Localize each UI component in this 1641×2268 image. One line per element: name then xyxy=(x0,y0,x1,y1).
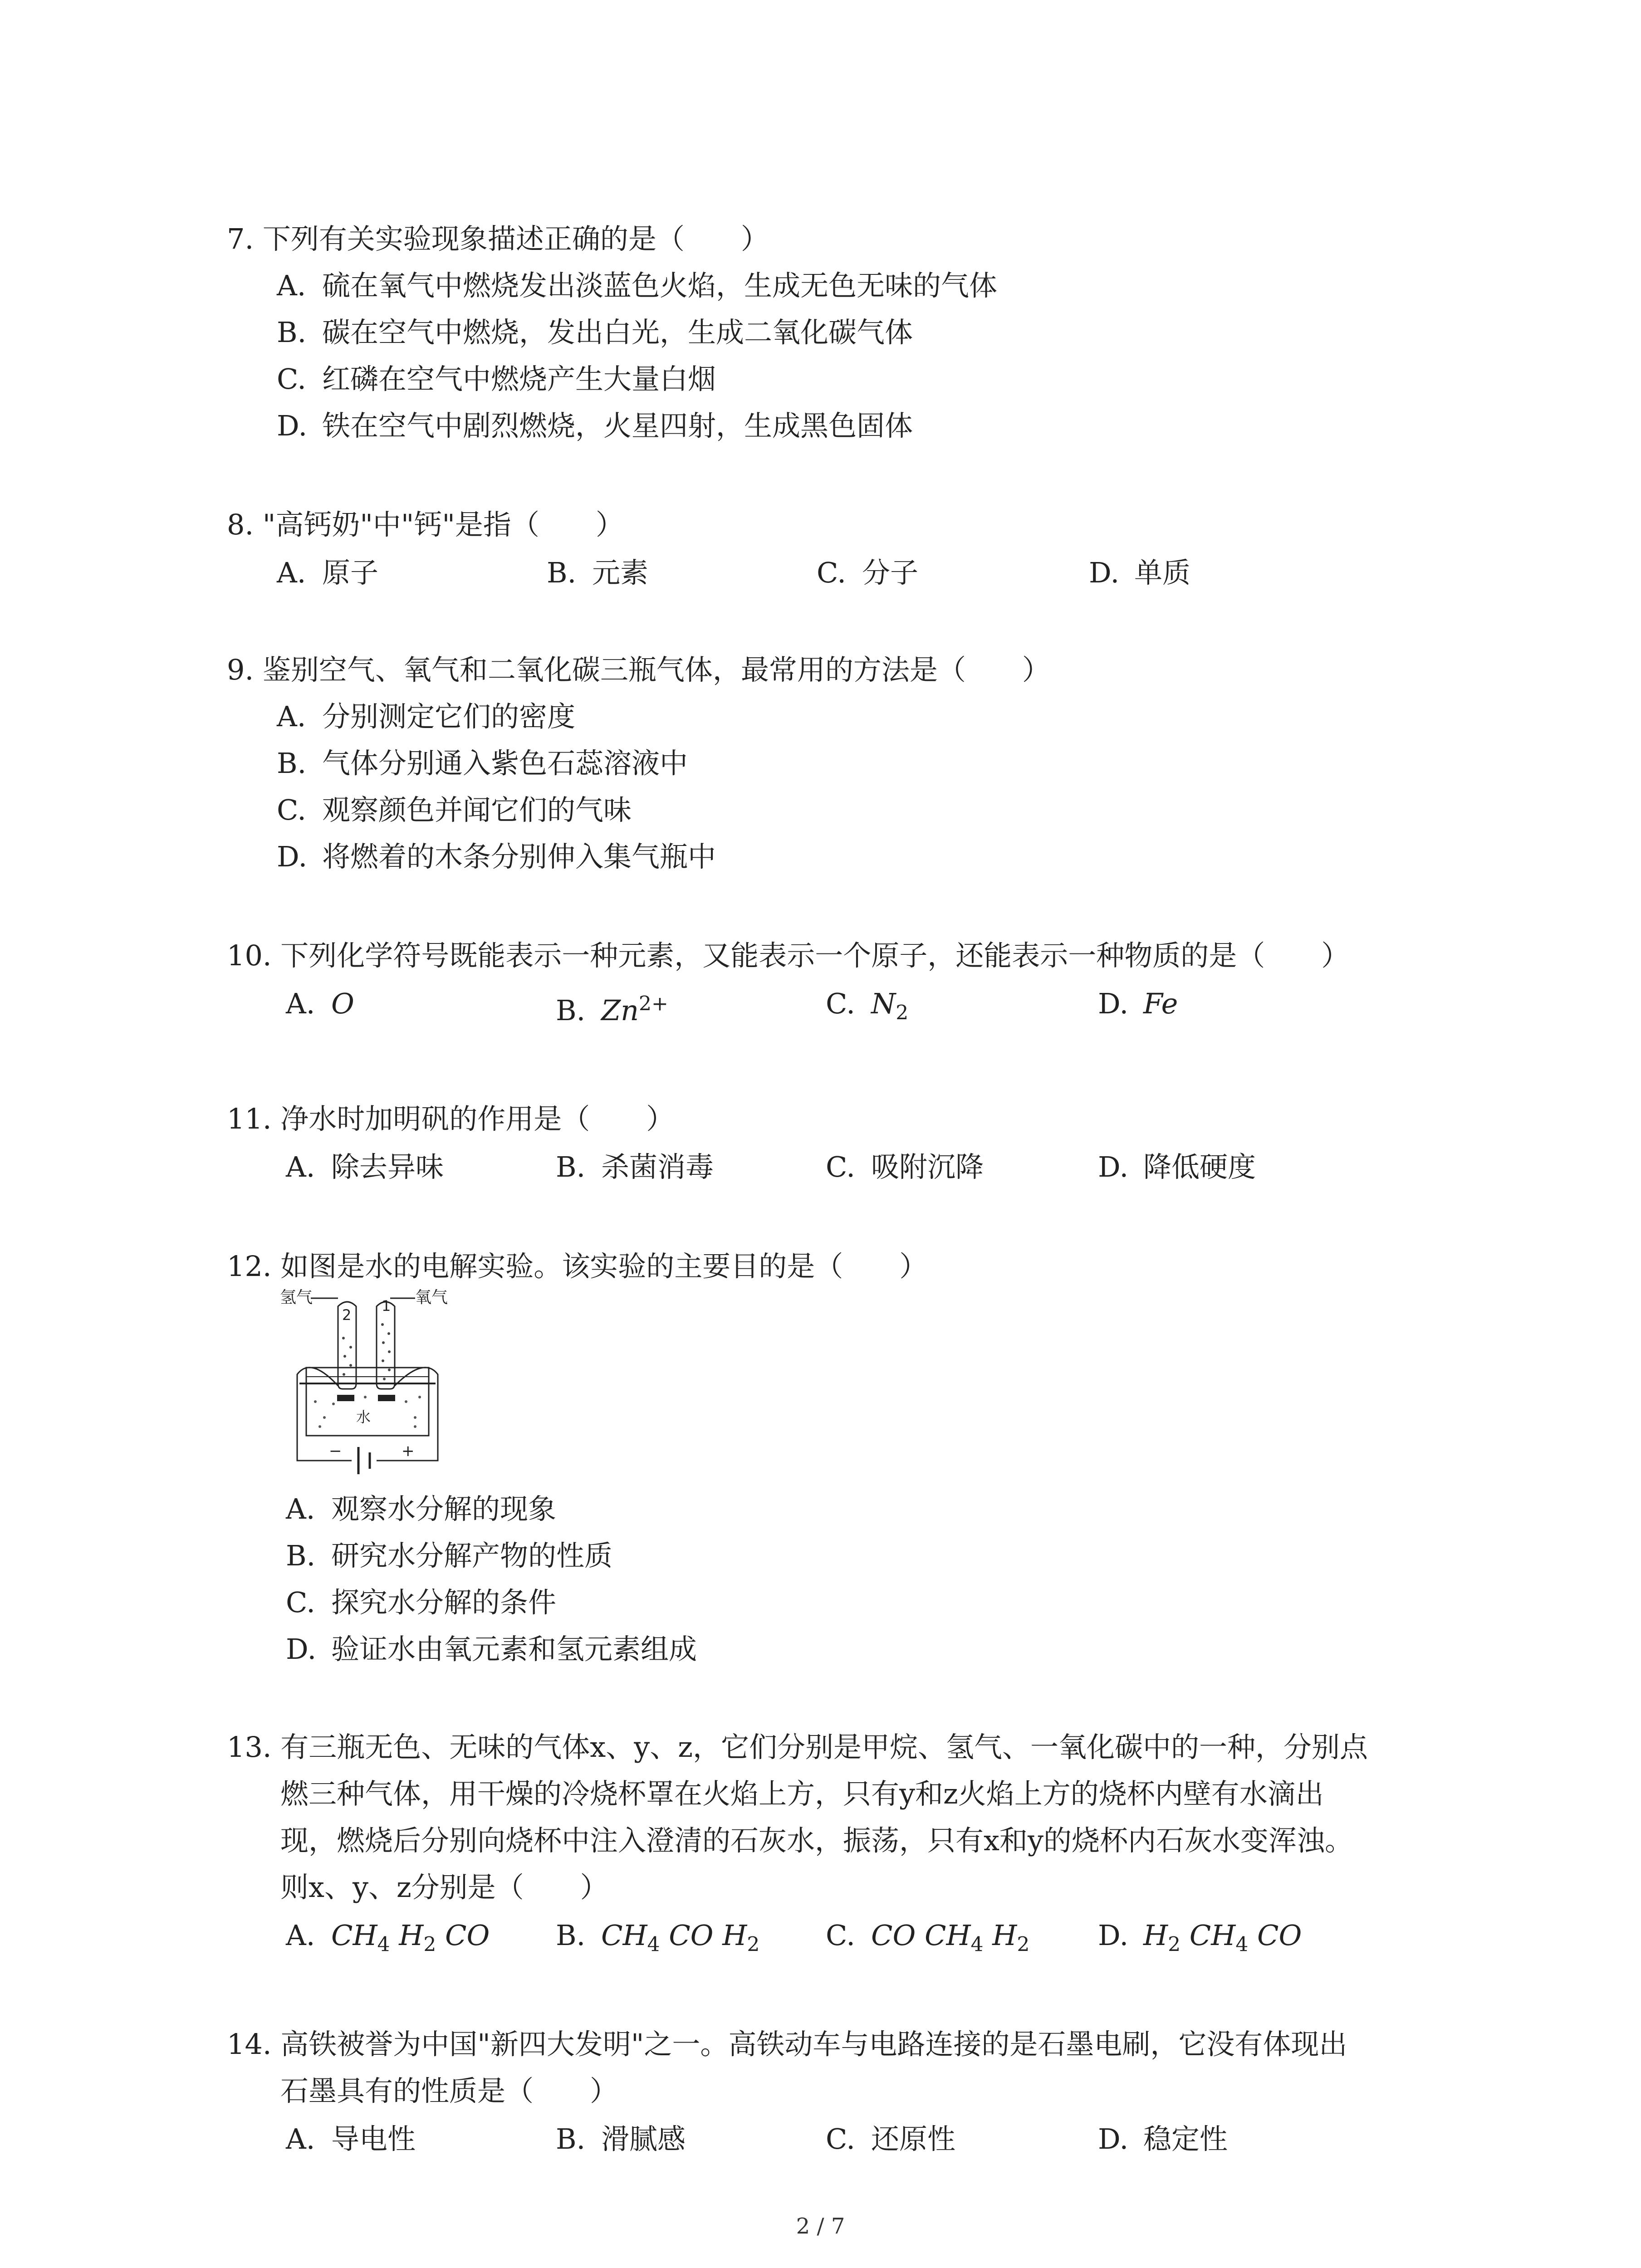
option-letter: A. xyxy=(286,987,315,1020)
option-d xyxy=(1098,1142,1256,1192)
question-12-options xyxy=(227,1486,1479,1672)
label-oxygen: 氧气 xyxy=(415,1288,448,1307)
question-stem-line: 石墨具有的性质是（ ） xyxy=(280,2074,618,2107)
label-water: 水 xyxy=(356,1408,371,1426)
question-13 xyxy=(227,1724,1479,1960)
option-letter: C. xyxy=(826,2122,855,2156)
formula-base: H xyxy=(399,1919,424,1952)
option-letter: C. xyxy=(277,362,306,396)
option-text: 气体分别通入紫色石蕊溶液中 xyxy=(322,747,688,780)
option-text: 分别测定它们的密度 xyxy=(322,700,576,733)
water-dots xyxy=(342,1323,391,1380)
wire-left xyxy=(297,1368,352,1461)
question-stem: 10. 下列化学符号既能表示一种元素，又能表示一个原子，还能表示一种物质的是（ ） xyxy=(227,939,1350,972)
option-text: 吸附沉降 xyxy=(871,1150,984,1183)
option-text: 铁在空气中剧烈燃烧，火星四射，生成黑色固体 xyxy=(322,409,913,442)
formula-base: Zn xyxy=(601,993,639,1027)
option-letter: A. xyxy=(286,1492,315,1525)
question-stem-line: 14. 高铁被誉为中国"新四大发明"之一。高铁动车与电路连接的是石墨电刷，它没有体现出 xyxy=(227,2028,1347,2061)
option-text: 将燃着的木条分别伸入集气瓶中 xyxy=(322,840,716,873)
question-8 xyxy=(227,501,1479,598)
option-letter: D. xyxy=(286,1633,317,1666)
question-stem: 7. 下列有关实验现象描述正确的是（ ） xyxy=(227,222,769,255)
option-b xyxy=(556,1142,714,1192)
option-text: 单质 xyxy=(1134,556,1191,589)
option-b xyxy=(556,1911,759,1970)
option-text: 滑腻感 xyxy=(601,2122,686,2156)
option-c xyxy=(227,787,1479,833)
option-letter: D. xyxy=(1089,556,1120,589)
chem-formula-set xyxy=(331,1919,490,1956)
option-text: 红磷在空气中燃烧产生大量白烟 xyxy=(322,362,716,396)
option-letter: C. xyxy=(817,556,846,589)
option-a xyxy=(286,2114,416,2164)
option-c xyxy=(227,356,1479,402)
option-d xyxy=(227,833,1479,880)
option-a xyxy=(286,1911,490,1970)
formula-base: O xyxy=(331,987,354,1020)
chem-formula-set xyxy=(1143,1919,1302,1956)
option-text: 研究水分解产物的性质 xyxy=(331,1539,613,1572)
option-row xyxy=(286,1142,1479,1192)
option-letter: C. xyxy=(286,1586,315,1619)
option-text: 验证水由氧元素和氢元素组成 xyxy=(331,1633,697,1666)
chem-formula xyxy=(331,987,354,1020)
option-text: 原子 xyxy=(322,556,379,589)
option-text: 导电性 xyxy=(331,2122,416,2156)
option-c xyxy=(826,2114,955,2164)
formula-base: CO xyxy=(1257,1919,1302,1952)
option-letter: C. xyxy=(826,1150,855,1183)
formula-base: CO xyxy=(871,1919,916,1952)
option-text: 降低硬度 xyxy=(1143,1150,1256,1183)
option-letter: B. xyxy=(286,1539,316,1572)
formula-charge: 2+ xyxy=(639,992,668,1015)
chem-formula-set xyxy=(601,1919,760,1956)
label-minus: − xyxy=(329,1442,342,1460)
option-letter: A. xyxy=(277,269,306,302)
option-row xyxy=(286,979,1479,1029)
formula-subscript: 4 xyxy=(377,1933,390,1956)
option-a xyxy=(227,693,1479,740)
option-d xyxy=(1089,548,1190,598)
question-stem: 11. 净水时加明矾的作用是（ ） xyxy=(227,1102,675,1135)
formula-base: CH xyxy=(601,1919,647,1952)
option-letter: B. xyxy=(547,556,577,589)
option-c xyxy=(826,1142,984,1192)
formula-subscript: 4 xyxy=(1235,1933,1249,1956)
question-12 xyxy=(227,1243,1479,1290)
question-stem-line: 燃三种气体，用干燥的冷烧杯罩在火焰上方，只有y和z火焰上方的烧杯内壁有水滴出 xyxy=(280,1777,1324,1810)
formula-base: CH xyxy=(1189,1919,1236,1952)
option-letter: D. xyxy=(1098,1919,1129,1952)
formula-subscript: 2 xyxy=(1017,1933,1030,1956)
option-letter: B. xyxy=(277,747,307,780)
question-stem-line: 13. 有三瓶无色、无味的气体x、y、z，它们分别是甲烷、氢气、一氧化碳中的一种，分别点 xyxy=(227,1730,1368,1764)
option-c xyxy=(826,1911,1029,1970)
option-text: 元素 xyxy=(592,556,649,589)
label-hydrogen: 氢气 xyxy=(280,1288,313,1307)
option-row xyxy=(286,2114,1479,2164)
option-a xyxy=(286,979,354,1029)
option-letter: D. xyxy=(277,840,308,873)
formula-subscript: 4 xyxy=(647,1933,660,1956)
option-d xyxy=(1098,1911,1302,1970)
option-letter: A. xyxy=(286,1150,315,1183)
label-plus: + xyxy=(402,1442,415,1460)
option-letter: A. xyxy=(286,1919,315,1952)
option-letter: A. xyxy=(277,556,306,589)
question-7 xyxy=(227,215,1479,449)
question-14 xyxy=(227,2021,1479,2164)
option-letter: B. xyxy=(277,316,307,349)
formula-subscript: 2 xyxy=(423,1933,436,1956)
formula-base: H xyxy=(722,1919,747,1952)
option-d xyxy=(1098,2114,1228,2164)
option-b xyxy=(227,309,1479,356)
option-letter: A. xyxy=(286,2122,315,2156)
tube-right xyxy=(377,1302,395,1389)
formula-subscript: 2 xyxy=(747,1933,760,1956)
option-d xyxy=(227,402,1479,449)
option-c xyxy=(826,979,908,1038)
option-c xyxy=(227,1579,1479,1626)
option-text: 稳定性 xyxy=(1143,2122,1228,2156)
formula-base: CO xyxy=(445,1919,490,1952)
electrode-positive xyxy=(378,1395,395,1401)
option-text: 杀菌消毒 xyxy=(601,1150,714,1183)
option-text: 碳在空气中燃烧，发出白光，生成二氧化碳气体 xyxy=(322,316,913,349)
option-letter: C. xyxy=(826,987,855,1020)
formula-subscript: 2 xyxy=(1168,1933,1181,1956)
tube-number-2: 2 xyxy=(342,1306,352,1324)
formula-base: CH xyxy=(331,1919,377,1952)
formula-base: CO xyxy=(669,1919,714,1952)
option-letter: B. xyxy=(556,993,586,1027)
option-text: 除去异味 xyxy=(331,1150,444,1183)
option-letter: C. xyxy=(826,1919,855,1952)
option-a xyxy=(227,1486,1479,1532)
option-list xyxy=(227,693,1479,880)
option-letter: B. xyxy=(556,1150,586,1183)
option-text: 还原性 xyxy=(871,2122,956,2156)
option-b xyxy=(556,979,668,1036)
option-d xyxy=(227,1626,1479,1672)
question-stem: 12. 如图是水的电解实验。该实验的主要目的是（ ） xyxy=(227,1250,928,1283)
option-b xyxy=(556,2114,686,2164)
formula-base: H xyxy=(992,1919,1017,1952)
chem-formula xyxy=(871,987,909,1025)
formula-base: Fe xyxy=(1143,987,1178,1020)
electrode-negative xyxy=(337,1395,354,1401)
chem-formula xyxy=(1143,987,1178,1020)
option-text: 观察水分解的现象 xyxy=(331,1492,557,1525)
chem-formula xyxy=(601,994,668,1027)
option-list xyxy=(227,1486,1479,1672)
option-c xyxy=(817,548,918,598)
option-letter: D. xyxy=(1098,1150,1129,1183)
question-stem: 8. "高钙奶"中"钙"是指（ ） xyxy=(227,508,624,541)
option-letter: D. xyxy=(1098,2122,1129,2156)
page-number: 2 / 7 xyxy=(796,2214,845,2239)
formula-base: CH xyxy=(925,1919,971,1952)
option-text: 硫在氧气中燃烧发出淡蓝色火焰，生成无色无味的气体 xyxy=(322,269,998,302)
option-b xyxy=(547,548,648,598)
option-letter: B. xyxy=(556,2122,586,2156)
question-10 xyxy=(227,932,1479,1029)
chem-formula-set xyxy=(871,1919,1030,1956)
option-letter: C. xyxy=(277,793,306,826)
electrolysis-diagram xyxy=(279,1288,470,1483)
question-stem: 9. 鉴别空气、氧气和二氧化碳三瓶气体，最常用的方法是（ ） xyxy=(227,653,1050,686)
option-text: 观察颜色并闻它们的气味 xyxy=(322,793,632,826)
tube-number-1: 1 xyxy=(382,1297,391,1315)
question-9 xyxy=(227,646,1479,880)
option-text: 分子 xyxy=(862,556,919,589)
formula-base: H xyxy=(1143,1919,1168,1952)
option-d xyxy=(1098,979,1178,1029)
formula-base: N xyxy=(871,987,896,1020)
option-a xyxy=(227,262,1479,309)
option-letter: B. xyxy=(556,1919,586,1952)
option-a xyxy=(277,548,378,598)
option-letter: D. xyxy=(277,409,308,442)
option-row xyxy=(277,548,1479,598)
option-text: 探究水分解的条件 xyxy=(331,1586,557,1619)
question-stem-line: 则x、y、z分别是（ ） xyxy=(280,1871,608,1904)
formula-subscript: 4 xyxy=(970,1933,984,1956)
option-letter: D. xyxy=(1098,987,1129,1020)
option-list xyxy=(227,262,1479,449)
option-letter: A. xyxy=(277,700,306,733)
option-b xyxy=(227,740,1479,787)
option-a xyxy=(286,1142,444,1192)
question-11 xyxy=(227,1095,1479,1192)
option-row xyxy=(286,1911,1479,1960)
formula-subscript: 2 xyxy=(896,1001,909,1025)
question-stem-line: 现，燃烧后分别向烧杯中注入澄清的石灰水，振荡，只有x和y的烧杯内石灰水变浑浊。 xyxy=(280,1824,1353,1857)
option-b xyxy=(227,1532,1479,1579)
